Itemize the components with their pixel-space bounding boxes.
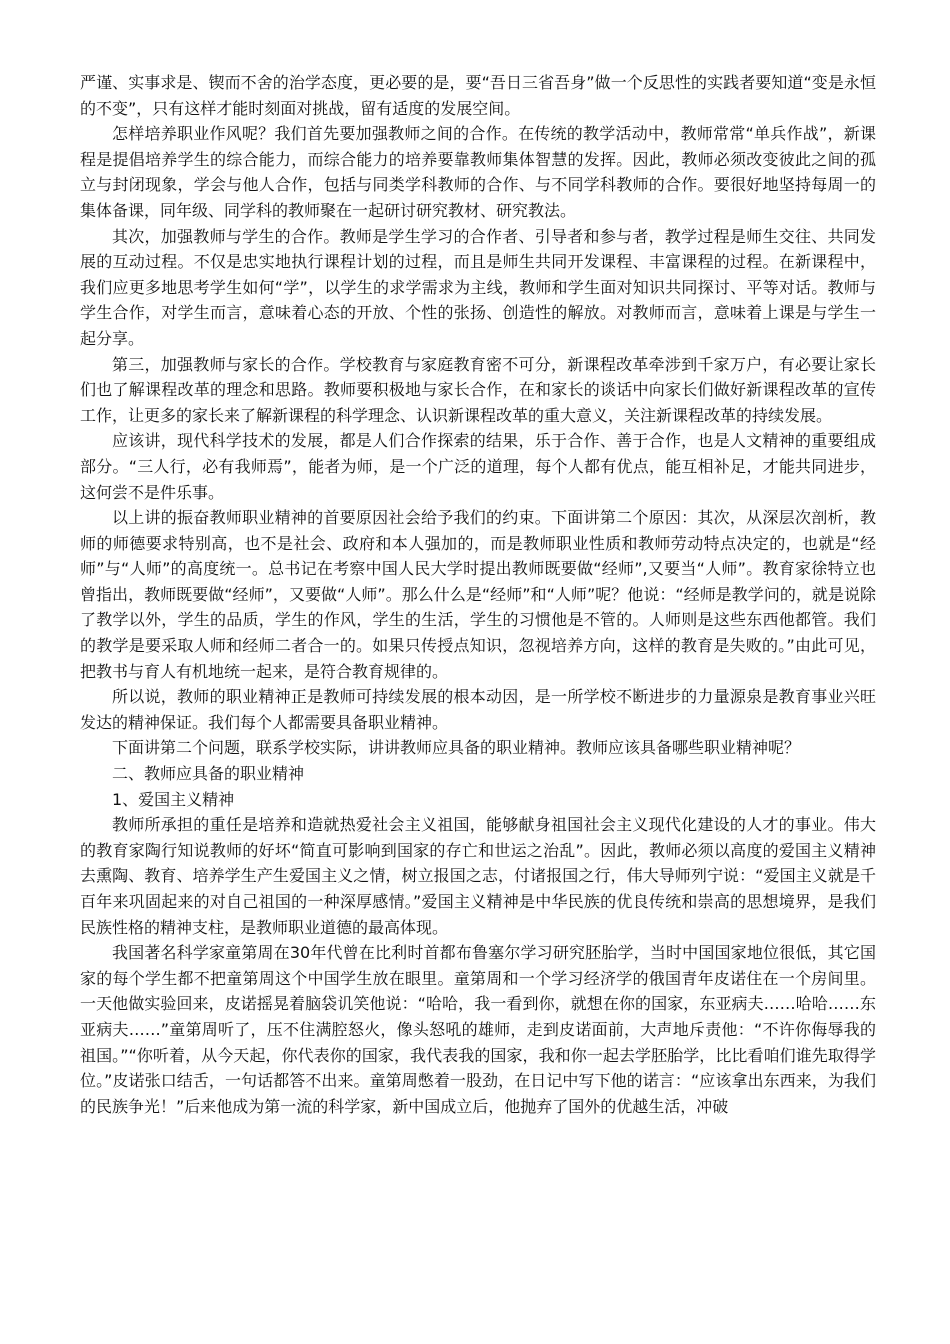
document-body [80,70,876,1119]
paragraph-conclusion: 所以说，教师的职业精神正是教师可持续发展的根本动因，是一所学校不断进步的力量源泉是教育事业兴旺发达的精神保证。我们每个人都需要具备职业精神。 [80,687,876,732]
paragraph-student-cooperation: 其次，加强教师与学生的合作。教师是学生学习的合作者、引导者和参与者，教学过程是师生交往、共同发展的互动过程。不仅是忠实地执行课程计划的过程，而且是师生共同开发课程、丰富课程的过程。在新课程中，我们应更多地思考学生如何“学”，以学生的求学需求为主线，教师和学生面对知识共同探讨、平等对话。教师与学生合作，对学生而言，意味着心态的开放、个性的张扬、创造性的解放。对教师而言，意味着上课是与学生一起分享。 [80,226,876,348]
paragraph-tong-dizhou-story: 我国著名科学家童第周在30年代曾在比利时首都布鲁塞尔学习研究胚胎学，当时中国国家地位很低，其它国家的每个学生都不把童第周这个中国学生放在眼里。童第周和一个学习经济学的俄国青年皮诺住在一个房间里。一天他做实验回来，皮诺摇晃着脑袋讥笑他说：“哈哈，我一看到你，就想在你的国家，东亚病夫……哈哈……东亚病夫……”童第周听了，压不住满腔怒火，像头怒吼的雄师，走到皮诺面前，大声地斥责他：“不许你侮辱我的祖国。”“你听着，从今天起，你代表你的国家，我代表我的国家，我和你一起去学胚胎学，比比看咱们谁先取得学位。”皮诺张口结舌，一句话都答不出来。童第周憋着一股劲，在日记中写下他的诺言：“应该拿出东西来，为我们的民族争光！”后来他成为第一流的科学家，新中国成立后，他抛弃了国外的优越生活，冲破 [80,943,876,1116]
paragraph-patriotism: 教师所承担的重任是培养和造就热爱社会主义祖国，能够献身祖国社会主义现代化建设的人才的事业。伟大的教育家陶行知说教师的好坏“简直可影响到国家的存亡和世运之治乱”。因此，教师必须以高度的爱国主义精神去熏陶、教育、培养学生产生爱国主义之情，树立报国之志，付诸报国之行，伟大导师列宁说：“爱国主义就是千百年来巩固起来的对自己祖国的一种深厚感情。”爱国主义精神是中华民族的优良传统和崇高的思想境界，是我们民族性格的精神支柱，是教师职业道德的最高体现。 [80,815,876,937]
paragraph-teacher-cooperation: 怎样培养职业作风呢？我们首先要加强教师之间的合作。在传统的教学活动中，教师常常“单兵作战”，新课程是提倡培养学生的综合能力，而综合能力的培养要靠教师集体智慧的发挥。因此，教师必须改变彼此之间的孤立与封闭现象，学会与他人合作，包括与同类学科教师的合作、与不同学科教师的合作。要很好地坚持每周一的集体备课，同年级、同学科的教师聚在一起研讨研究教材、研究教法。 [80,124,876,220]
paragraph-humanistic-spirit: 应该讲，现代科学技术的发展，都是人们合作探索的结果，乐于合作、善于合作，也是人文精神的重要组成部分。“三人行，必有我师焉”，能者为师，是一个广泛的道理，每个人都有优点，能互相补足，才能共同进步，这何尝不是件乐事。 [80,431,876,502]
paragraph-parent-cooperation: 第三，加强教师与家长的合作。学校教育与家庭教育密不可分，新课程改革牵涉到千家万户，有必要让家长们也了解课程改革的理念和思路。教师要积极地与家长合作，在和家长的谈话中向家长们做好新课程改革的宣传工作，让更多的家长来了解新课程的科学理念、认识新课程改革的重大意义，关注新课程改革的持续发展。 [80,354,876,425]
paragraph-second-reason: 以上讲的振奋教师职业精神的首要原因社会给予我们的约束。下面讲第二个原因：其次，从深层次剖析，教师的师德要求特别高，也不是社会、政府和本人强加的，而是教师职业性质和教师劳动特点决定的，也就是“经师”与“人师”的高度统一。总书记在考察中国人民大学时提出教师既要做“经师”,又要当“人师”。教育家徐特立也曾指出，教师既要做“经师”，又要做“人师”。那么什么是“经师”和“人师”呢？他说：“经师是教学问的，就是说除了教学以外，学生的品质，学生的作风，学生的生活，学生的习惯他是不管的。人师则是这些东西他都管。我们的教学是要采取人师和经师二者合一的。如果只传授点知识，忽视培养方向，这样的教育是失败的。”由此可见，把教书与育人有机地统一起来，是符合教育规律的。 [80,508,876,681]
paragraph-continuation: 严谨、实事求是、锲而不舍的治学态度，更必要的是，要“吾日三省吾身”做一个反思性的实践者要知道“变是永恒的不变”，只有这样才能时刻面对挑战，留有适度的发展空间。 [80,73,876,118]
paragraph-second-question: 下面讲第二个问题，联系学校实际，讲讲教师应具备的职业精神。教师应该具备哪些职业精神呢？ [112,738,801,758]
subsection-heading: 1、爱国主义精神 [112,789,235,809]
section-heading: 二、教师应具备的职业精神 [112,764,305,784]
